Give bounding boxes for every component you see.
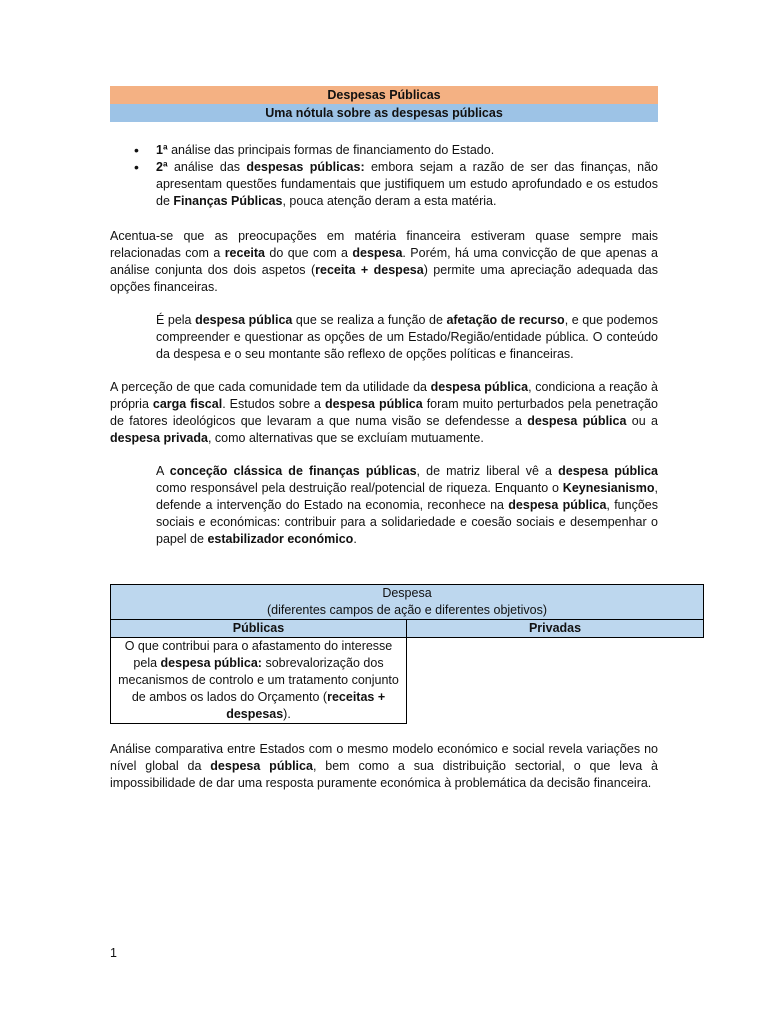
page-number: 1: [110, 946, 117, 960]
bullet-list: [110, 142, 658, 210]
paragraph-1: Acentua-se que as preocupações em matéria financeira estiveram quase sempre mais relacionadas com a receita do que com a despesa. Porém, há uma convicção de que apenas a análise conjunta dos dois aspetos (receita + despesa) permite uma apreciação adequada das opções financeiras.: [110, 229, 659, 294]
bullet-item-1: • 1ª análise das principais formas de financiamento do Estado.: [156, 142, 658, 159]
table-title: Despesa: [382, 586, 432, 600]
paragraph-5: Análise comparativa entre Estados com o mesmo modelo económico e social revela variações no nível global da despesa pública, bem como a sua distribuição sectorial, o que leva à impossibilidade de dar uma resposta puramente económica à problemática da decisão financeira.: [110, 742, 658, 790]
column-header-publicas: Públicas: [111, 620, 407, 638]
document-subtitle: Uma nótula sobre as despesas públicas: [110, 104, 658, 122]
paragraph-2: É pela despesa pública que se realiza a função de afetação de recurso, e que podemos compreender e questionar as opções de um Estado/Região/entidade pública. O conteúdo da despesa e o seu montante são reflexo de opções políticas e financeiras.: [156, 313, 659, 361]
table-subtitle: (diferentes campos de ação e diferentes objetivos): [266, 603, 548, 617]
document-title: Despesas Públicas: [110, 86, 658, 104]
bullet-item-2: • 2ª análise das despesas públicas: embora sejam a razão de ser das finanças, não apresentam questões fundamentais que justifiquem um estudo aprofundado e os estudos de Finanças Públicas, pouca atenção deram a esta matéria.: [156, 159, 658, 210]
column-header-privadas: Privadas: [407, 620, 704, 638]
final-section: [110, 741, 658, 792]
despesa-table: [110, 584, 704, 724]
document-body: [110, 86, 658, 548]
table-header: [111, 585, 704, 620]
paragraph-3: A perceção de que cada comunidade tem da utilidade da despesa pública, condiciona a reação à própria carga fiscal. Estudos sobre a despesa pública foram muito perturbados pela penetração de fatores ideológicos que levaram a que numa visão se defendesse a despesa pública ou a despesa privada, como alternativas que se excluíam mutuamente.: [110, 380, 659, 445]
table-cell-privadas-empty: [407, 638, 704, 724]
despesa-table-wrap: [110, 584, 704, 724]
table-cell-publicas: O que contribui para o afastamento do interesse pela despesa pública: sobrevalorização dos mecanismos de controlo e um tratamento conjunto de ambos os lados do Orçamento (receitas + despesas).: [111, 638, 407, 724]
paragraph-4: A conceção clássica de finanças públicas, de matriz liberal vê a despesa pública como responsável pela destruição real/potencial de riqueza. Enquanto o Keynesianismo, defende a intervenção do Estado na economia, reconhece na despesa pública, funções sociais e económicas: contribuir para a solidariedade e coesão sociais e desempenhar o papel de estabilizador económico.: [156, 464, 659, 546]
